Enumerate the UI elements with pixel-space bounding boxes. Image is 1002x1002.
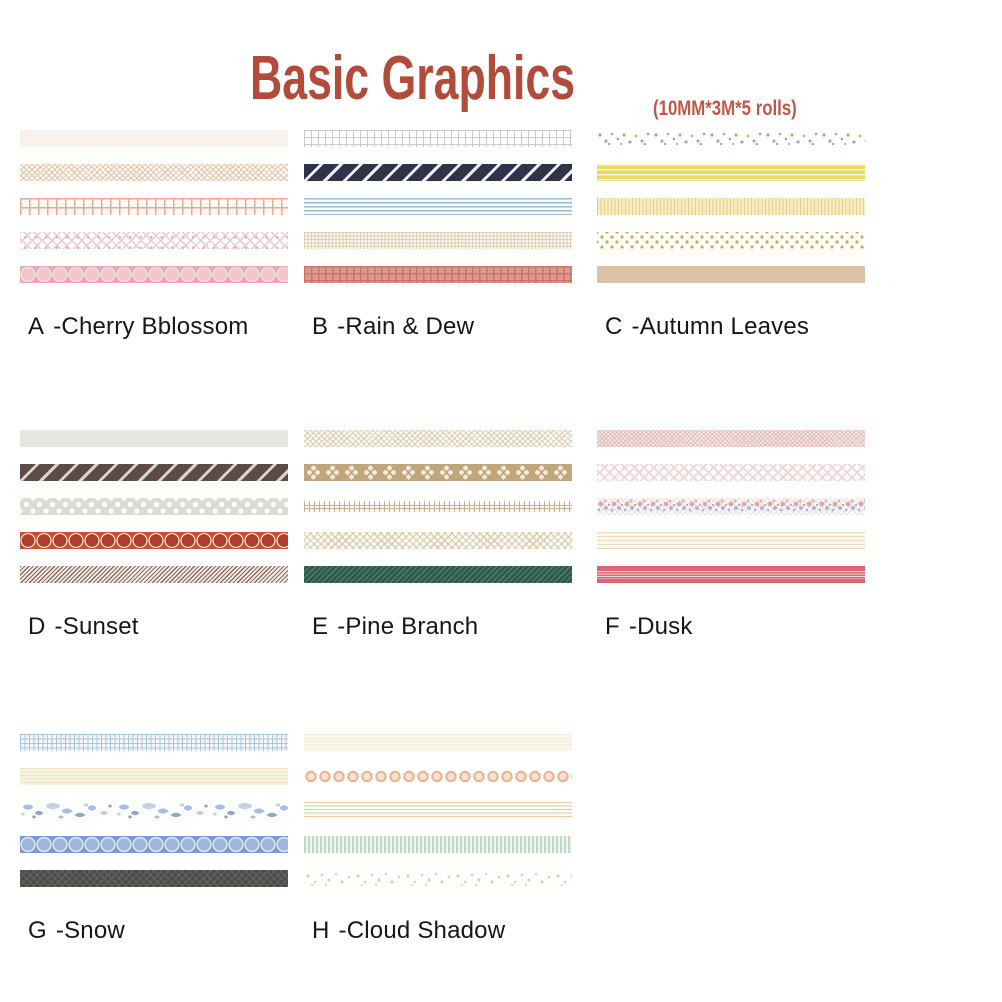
- tape-strip-stack: [20, 130, 288, 283]
- tape-set-a: [20, 130, 288, 341]
- page-subtitle: (10MM*3M*5 rolls): [653, 97, 797, 120]
- tape-strip-diag-bold: [20, 464, 288, 481]
- tape-strip-vlines: [304, 836, 572, 853]
- tape-strip-hlines: [597, 164, 865, 181]
- tape-strip-circle-chain: [20, 532, 288, 549]
- tape-strip-hlines-center: [597, 566, 865, 583]
- tape-strip-crosshatch: [597, 430, 865, 447]
- tape-strip-hlines: [304, 734, 572, 751]
- tape-strip-stack: [20, 734, 288, 887]
- tape-strip-grid: [304, 130, 572, 147]
- tape-strip-polka: [20, 498, 288, 515]
- tape-set-letter: E: [312, 613, 329, 640]
- tape-set-letter: D: [28, 613, 46, 640]
- tape-set-letter: B: [312, 313, 329, 340]
- tape-strip-stack: [20, 430, 288, 583]
- tape-set-d: [20, 430, 288, 641]
- tape-strip-crosshatch: [20, 870, 288, 887]
- tape-set-h: [304, 734, 572, 945]
- tape-set-letter: G: [28, 917, 47, 944]
- tape-strip-grid: [304, 266, 572, 283]
- tape-strip-stack: [304, 430, 572, 583]
- tape-set-label: [597, 313, 865, 341]
- tape-set-label: [20, 917, 288, 945]
- tape-strip-solid: [597, 266, 865, 283]
- tape-set-f: [597, 430, 865, 641]
- tape-strip-hlines: [597, 532, 865, 549]
- tape-set-name: -Sunset: [54, 613, 139, 640]
- tape-strip-hlines: [304, 198, 572, 215]
- tape-set-name: -Rain & Dew: [337, 313, 475, 340]
- tape-set-label: [20, 313, 288, 341]
- tape-set-letter: F: [605, 613, 620, 640]
- tape-strip-diag-fine: [304, 566, 572, 583]
- tape-strip-flowers: [304, 464, 572, 481]
- tape-set-label: [597, 613, 865, 641]
- tape-set-label: [20, 613, 288, 641]
- tape-set-letter: H: [312, 917, 330, 944]
- tape-strip-circle-chain: [20, 266, 288, 283]
- tape-set-label: [304, 613, 572, 641]
- tape-strip-stack: [597, 130, 865, 283]
- tape-set-c: [597, 130, 865, 341]
- tape-strip-circle-chain: [20, 836, 288, 853]
- tape-set-name: -Cloud Shadow: [338, 917, 506, 944]
- tape-set-name: -Autumn Leaves: [631, 313, 810, 340]
- tape-strip-crosshatch: [20, 164, 288, 181]
- tape-strip-pixels: [20, 802, 288, 819]
- tape-strip-crosshatch: [304, 532, 572, 549]
- tape-strip-crosshatch-dots: [20, 232, 288, 249]
- tape-set-name: -Pine Branch: [337, 613, 479, 640]
- tape-strip-diag-bold: [304, 164, 572, 181]
- tape-strip-ring-chain: [304, 768, 572, 785]
- tape-set-e: [304, 430, 572, 641]
- tape-set-name: -Cherry Bblossom: [53, 313, 249, 340]
- tape-strip-grid: [20, 198, 288, 215]
- tape-strip-motifs: [597, 498, 865, 515]
- tape-strip-confetti: [304, 870, 572, 887]
- tape-strip-diag-fine: [20, 566, 288, 583]
- tape-set-name: -Snow: [55, 917, 125, 944]
- page-title: Basic Graphics: [250, 44, 576, 113]
- tape-strip-hlines: [20, 768, 288, 785]
- tape-strip-confetti: [597, 130, 865, 147]
- tape-strip-stack: [304, 130, 572, 283]
- tape-strip-cross-ticks: [304, 498, 572, 515]
- tape-set-letter: C: [605, 313, 623, 340]
- tape-strip-hlines-duo: [304, 802, 572, 819]
- tape-set-label: [304, 917, 572, 945]
- tape-strip-vlines: [597, 198, 865, 215]
- tape-set-b: [304, 130, 572, 341]
- tape-strip-grid: [304, 232, 572, 249]
- tape-strip-grid: [20, 734, 288, 751]
- tape-strip-solid: [20, 430, 288, 447]
- tape-strip-crosshatch: [597, 464, 865, 481]
- tape-strip-polka: [597, 232, 865, 249]
- tape-strip-crosshatch: [304, 430, 572, 447]
- tape-set-label: [304, 313, 572, 341]
- tape-strip-solid: [20, 130, 288, 147]
- tape-set-letter: A: [28, 313, 45, 340]
- tape-strip-stack: [597, 430, 865, 583]
- tape-strip-stack: [304, 734, 572, 887]
- tape-set-name: -Dusk: [628, 613, 693, 640]
- tape-set-g: [20, 734, 288, 945]
